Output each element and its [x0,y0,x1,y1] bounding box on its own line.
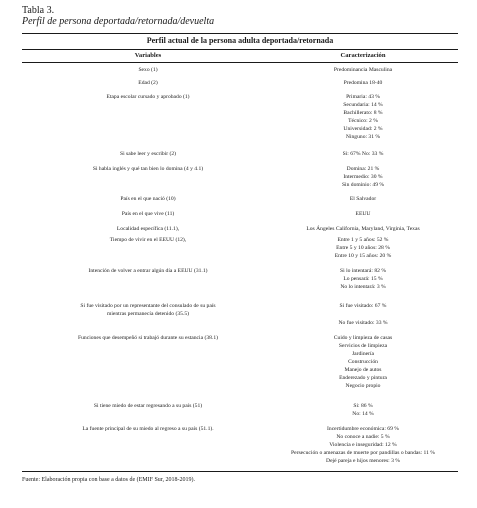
characterization-value: Negocio propio [345,383,381,389]
variable-label: mientras permanecía detenido (35.5) [106,311,190,317]
characterization-value: Predominancia Masculina [333,67,393,73]
variable-label: Si habla inglés y qué tan bien lo domina (4 y 4.1) [92,166,204,172]
characterization-value: Los Ángeles California, Maryland, Virginia, Texas [306,226,420,232]
characterization-value: Violencia e inseguridad: 12 % [329,442,397,448]
characterization-value: Si: 67% No: 33 % [342,151,384,157]
variable-label: Si fue visitado por un representante del consulado de su país [80,303,216,309]
column-header-rule [22,62,458,63]
characterization-value: Universidad: 2 % [343,126,383,132]
characterization-value: Secundaria: 14 % [343,102,383,108]
characterization-value: Técnico: 2 % [348,118,378,124]
variable-label: Tiempo de vivir en el EEUU (12), [109,237,187,243]
variable-label: País en el que nació (10) [120,196,176,202]
characterization-value: Entre 10 y 15 años: 20 % [334,253,392,259]
characterization-value: Si lo intentará: 82 % [340,268,386,274]
top-rule [22,33,458,34]
characterization-value: Incertidumbre económica: 69 % [327,426,399,432]
characterization-value: No: 14 % [352,411,374,417]
column-header-characterization: Caracterización [340,52,386,59]
table-caption: Tabla 3. [22,5,55,16]
variable-label: Si tiene miedo de estar regresando a su país (51) [93,403,203,409]
characterization-value: Entre 1 y 5 años: 52 % [337,237,389,243]
variable-label: Etapa escolar cursado y aprobado (1) [106,94,190,100]
characterization-value: Sin dominio: 49 % [341,182,385,188]
characterization-value: Servicios de limpieza [338,343,388,349]
characterization-value: Enderezado y pintura [339,375,387,381]
characterization-value: Entre 5 y 10 años: 28 % [336,245,390,251]
variable-label: Localidad específica (11.1), [116,226,180,232]
characterization-value: Construcción [348,359,378,365]
characterization-value: Si: 86 % [353,403,373,409]
variable-label: Sexo (1) [138,67,158,73]
table-title: Perfil actual de la persona adulta deportada/retornada [146,36,334,45]
characterization-value: Predomina 18-40 [343,80,383,86]
characterization-value: Dejé pareja e hijos menores: 3 % [326,458,400,464]
characterization-value: Persecución o amenazas de muerte por pandillas o bandas: 11 % [291,450,435,456]
header-rule [22,49,458,50]
bottom-rule [22,471,458,472]
characterization-value: El Salvador [349,196,377,202]
variable-label: Intención de volver a entrar algún día a EEUU (31.1) [88,268,208,274]
characterization-value: EEUU [355,211,371,217]
characterization-value: Ninguno: 31 % [345,134,381,140]
variable-label: Funciones que desempeñó si trabajó durante su estancia (38.1) [78,335,218,341]
table-subtitle: Perfil de persona deportada/retornada/devuelta [22,16,215,27]
characterization-value: Primaria: 43 % [346,94,380,100]
column-header-variables: Variables [134,52,162,59]
variable-label: Si sabe leer y escribir (2) [119,151,177,157]
characterization-value: Lo pensará: 15 % [343,276,383,282]
characterization-value: Manejo de autos [344,367,382,373]
table-footnote: Fuente: Elaboración propia con base a datos de (EMIF Sur, 2018-2019). [22,477,196,483]
characterization-value: Intermedio: 30 % [343,174,383,180]
characterization-value: Bachillerato: 8 % [343,110,383,116]
variable-label: País en el que vive (11) [121,211,175,217]
variable-label: Edad (2) [138,80,158,86]
characterization-value: No conoce a nadie: 5 % [336,434,390,440]
characterization-value: No lo intentará: 3 % [340,284,386,290]
characterization-value: Domina: 21 % [346,166,380,172]
characterization-value: Jardinería [351,351,375,357]
characterization-value: No fue visitado: 33 % [338,320,388,326]
variable-label: La fuente principal de su miedo al regreso a su país (51.1). [82,426,214,432]
characterization-value: Cuido y limpieza de casas [333,335,393,341]
characterization-value: Si fue visitado: 67 % [339,303,387,309]
